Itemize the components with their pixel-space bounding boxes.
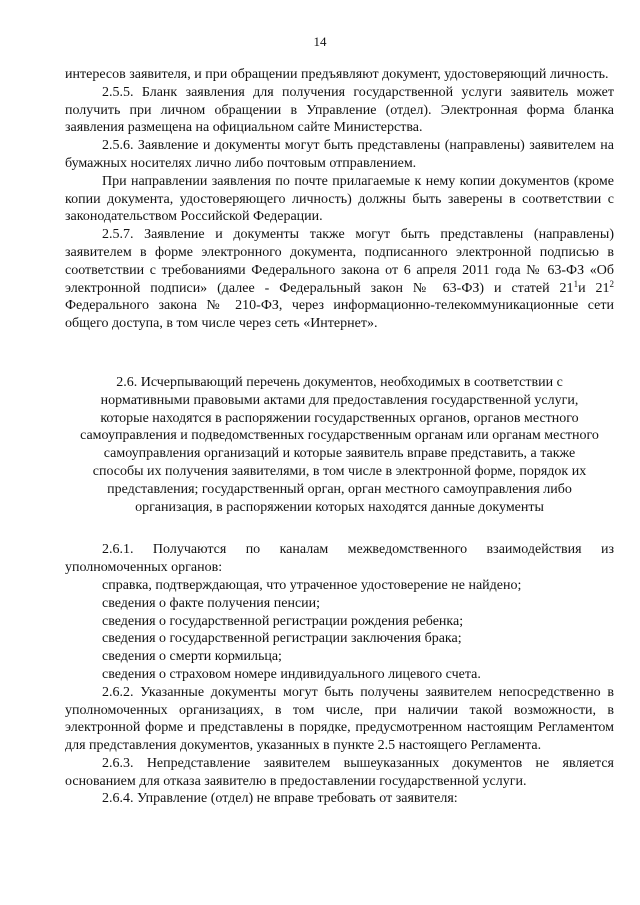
list-item: сведения о факте получения пенсии; [102,595,321,611]
paragraph-2-6-2: 2.6.2. Указанные документы могут быть получены заявителем непосредственно в уполномоченных организациях, в том числе, при наличии такой возможности, в электронной форме и представлены в порядке, предусмотренном настоящим Регламентом для представления документов, указанных в пункте 2.5 настоящего Регламента. [65,684,614,754]
list-item: сведения о государственной регистрации рождения ребенка; [102,613,464,629]
paragraph-2-5-7-part3: Федерального закона № 210-ФЗ, через информационно-телекоммуникационные сети общего доступа, в том числе через сеть «Интернет». [65,298,614,332]
list-item: справка, подтверждающая, что утраченное удостоверение не найдено; [102,577,522,593]
superscript-1: 1 [573,278,579,289]
paragraph-continuation: интересов заявителя, и при обращении предъявляют документ, удостоверяющий личность. [65,67,609,82]
section-heading-2-6: 2.6. Исчерпывающий перечень документов, необходимых в соответствии с нормативными правовыми актами для предоставления государственной услуги, которые находятся в распоряжении государственных органов, органов местного самоуправления и подведомственных государственным органам или органам местного самоуправления организаций и которые заявитель вправе представить, а также способы их получения заявителями, в том числе в электронной форме, порядок их представления; государственный орган, орган местного самоуправления либо организация, в распоряжении которых находятся данные документы [80,374,599,515]
paragraph-2-5-7-part1: 2.5.7. Заявление и документы также могут быть представлены (направлены) заявителем в форме электронного документа, подписанного электронной подписью в соответствии с требованиями Федерального закона от 6 апреля 2011 года № 63-ФЗ «Об электронной подписи» (далее - Федеральный закон № 63-ФЗ) и статей 21 [65,227,614,296]
paragraph-2-5-5: 2.5.5. Бланк заявления для получения государственной услуги заявитель может получить при личном обращении в Управление (отдел). Электронная форма бланка заявления размещена на официальном сайте Министерства. [65,84,614,136]
superscript-2: 2 [609,278,614,289]
paragraph-2-5-7 [65,226,614,333]
document-body [65,66,614,808]
paragraph-2-6-1: 2.6.1. Получаются по каналам межведомственного взаимодействия из уполномоченных органов: [65,542,614,576]
paragraph-2-6-3: 2.6.3. Непредставление заявителем вышеуказанных документов не является основанием для отказа заявителю в предоставлении государственной услуги. [65,755,614,789]
paragraph-2-6-4: 2.6.4. Управление (отдел) не вправе требовать от заявителя: [102,791,458,807]
list-item: сведения о государственной регистрации заключения брака; [102,631,462,647]
paragraph-2-5-7-part2: и 21 [578,280,610,296]
paragraph-2-5-6: 2.5.6. Заявление и документы могут быть представлены (направлены) заявителем на бумажных носителях лично либо почтовым отправлением. [65,138,614,171]
list-item: сведения о страховом номере индивидуального лицевого счета. [102,666,481,682]
list-item: сведения о смерти кормильца; [102,649,282,665]
paragraph-mail-copies: При направлении заявления по почте прилагаемые к нему копии документов (кроме копии документа, удостоверяющего личность) должны быть заверены в соответствии с законодательством Российской Федерации. [65,173,614,225]
page-number: 14 [313,34,327,49]
